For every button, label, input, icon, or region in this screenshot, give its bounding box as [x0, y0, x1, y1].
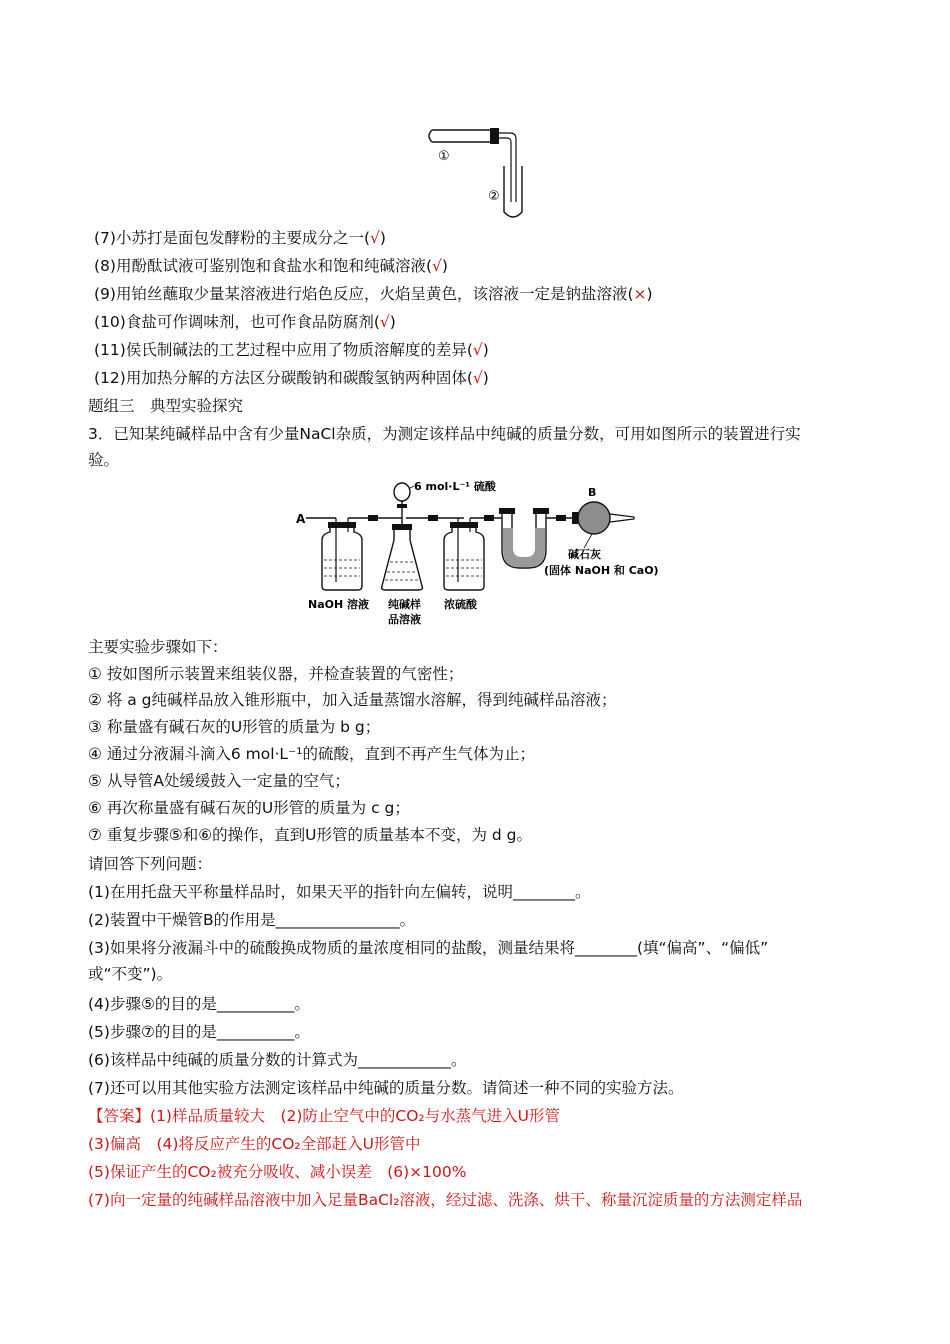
- question-intro-line-2: 验。: [88, 451, 120, 469]
- statement-10: (10)食盐可作调味剂，也可作食品防腐剂(√): [94, 313, 396, 331]
- bottle1-label: NaOH 溶液: [308, 598, 370, 611]
- test-tube-figure: [420, 122, 530, 224]
- statement-7: (7)小苏打是面包发酵粉的主要成分之一(√): [94, 229, 386, 247]
- bottle3-label: 浓硫酸: [444, 598, 477, 611]
- step-3: ③ 称量盛有碱石灰的U形管的质量为 b g；: [88, 718, 381, 736]
- question-5: (5)步骤⑦的目的是__________。: [88, 1023, 310, 1041]
- statement-11: (11)侯氏制碱法的工艺过程中应用了物质溶解度的差异(√): [94, 341, 489, 359]
- flask-label-line2: 品溶液: [388, 613, 421, 626]
- statement-8: (8)用酚酞试液可鉴别饱和食盐水和饱和纯碱溶液(√): [94, 257, 448, 275]
- question-1: (1)在用托盘天平称量样品时，如果天平的指针向左偏转，说明________。: [88, 883, 591, 901]
- check-mark: √: [472, 341, 483, 359]
- question-intro-line-1: 3．已知某纯碱样品中含有少量NaCl杂质，为测定该样品中纯碱的质量分数，可用如图所示的装置进行实: [88, 425, 801, 443]
- question-4: (4)步骤⑤的目的是__________。: [88, 995, 310, 1013]
- soda-lime-note: (固体 NaOH 和 CaO): [544, 564, 659, 577]
- section-title: 题组三 典型实验探究: [88, 397, 244, 415]
- statement-9: (9)用铂丝蘸取少量某溶液进行焰色反应，火焰呈黄色，该溶液一定是钠盐溶液(×): [94, 285, 653, 303]
- question-3-line-1: (3)如果将分液漏斗中的硫酸换成物质的量浓度相同的盐酸，测量结果将________(填“偏高”、“偏低”: [88, 939, 769, 957]
- answer-line-4: (7)向一定量的纯碱样品溶液中加入足量BaCl₂溶液，经过滤、洗涤、烘干、称量沉淀质量的方法测定样品: [88, 1191, 803, 1209]
- check-mark: √: [472, 369, 483, 387]
- check-mark: √: [370, 229, 380, 247]
- step-4: ④ 通过分液漏斗滴入6 mol·L⁻¹的硫酸，直到不再产生气体为止；: [88, 745, 535, 763]
- acid-label: 6 mol·L⁻¹ 硫酸: [414, 480, 496, 493]
- step-1: ① 按如图所示装置来组装仪器，并检查装置的气密性；: [88, 665, 464, 683]
- statement-12: (12)用加热分解的方法区分碳酸钠和碳酸氢钠两种固体(√): [94, 369, 489, 387]
- label-b: B: [588, 486, 597, 499]
- step-2: ② 将 a g纯碱样品放入锥形瓶中，加入适量蒸馏水溶解，得到纯碱样品溶液；: [88, 691, 617, 709]
- apparatus-figure: [292, 478, 659, 628]
- check-mark: √: [379, 313, 390, 331]
- step-7: ⑦ 重复步骤⑤和⑥的操作，直到U形管的质量基本不变，为 d g。: [88, 826, 532, 844]
- answer-line-2: (3)偏高 (4)将反应产生的CO₂全部赶入U形管中: [88, 1135, 421, 1153]
- steps-title: 主要实验步骤如下：: [88, 638, 228, 656]
- figure1-label-1: ①: [438, 149, 450, 164]
- check-mark: √: [432, 257, 442, 275]
- label-a: A: [296, 512, 306, 526]
- flask-label-line1: 纯碱样: [388, 598, 421, 611]
- question-3-line-2: 或“不变”)。: [88, 965, 173, 983]
- question-2: (2)装置中干燥管B的作用是________________。: [88, 911, 416, 929]
- cross-mark: ×: [633, 285, 647, 303]
- answer-line-1: 【答案】(1)样品质量较大 (2)防止空气中的CO₂与水蒸气进入U形管: [88, 1107, 560, 1125]
- figure1-label-2: ②: [488, 189, 500, 204]
- soda-lime-label: 碱石灰: [568, 548, 601, 561]
- answer-line-3: (5)保证产生的CO₂被充分吸收、减小误差 (6)×100%: [88, 1163, 467, 1181]
- question-6: (6)该样品中纯碱的质量分数的计算式为____________。: [88, 1051, 467, 1069]
- step-5: ⑤ 从导管A处缓缓鼓入一定量的空气；: [88, 772, 350, 790]
- question-7: (7)还可以用其他实验方法测定该样品中纯碱的质量分数。请简述一种不同的实验方法。: [88, 1079, 684, 1097]
- step-6: ⑥ 再次称量盛有碱石灰的U形管的质量为 c g；: [88, 799, 410, 817]
- answer-prompt: 请回答下列问题：: [88, 855, 213, 873]
